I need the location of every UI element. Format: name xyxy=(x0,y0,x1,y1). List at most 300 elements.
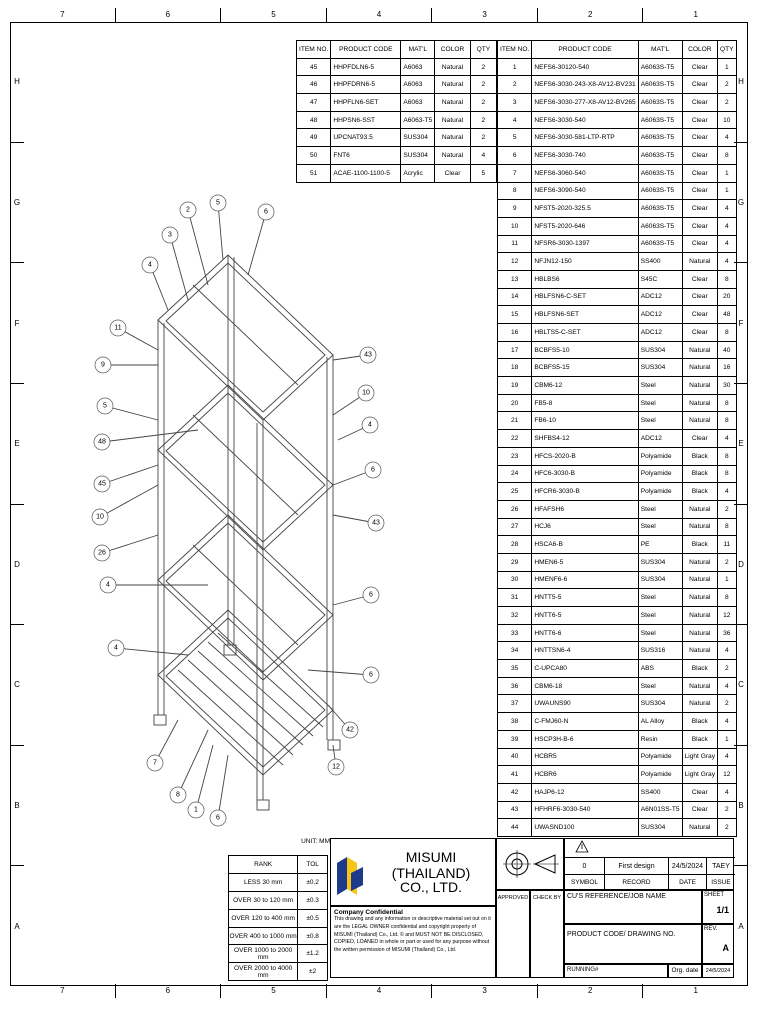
bom-color: Clear xyxy=(682,76,717,94)
bom-material: A6063S-T5 xyxy=(638,182,682,200)
callout-balloon xyxy=(94,434,110,450)
callout-balloon xyxy=(108,640,124,656)
bom-color: Natural xyxy=(682,642,717,660)
bom-row xyxy=(498,76,737,94)
bom-item-no: 20 xyxy=(498,394,532,412)
bom-qty: 4 xyxy=(718,253,737,271)
bom-material: A6063S-T5 xyxy=(638,129,682,147)
zone-columns-bottom xyxy=(10,984,748,998)
bom-row xyxy=(498,324,737,342)
zone-column-label: 7 xyxy=(60,10,65,19)
bom-row xyxy=(498,465,737,483)
bom-qty: 30 xyxy=(718,377,737,395)
warning-triangle-icon xyxy=(575,840,589,853)
bom-material: AL Alloy xyxy=(638,713,682,731)
bom-row xyxy=(498,94,737,112)
bom-qty: 8 xyxy=(718,447,737,465)
bom-material: SUS316 xyxy=(638,642,682,660)
callout-balloon xyxy=(162,227,178,243)
bom-color: Light Gray xyxy=(682,766,717,784)
bom-row xyxy=(498,182,737,200)
bom-item-no: 34 xyxy=(498,642,532,660)
bom-row xyxy=(498,642,737,660)
org-date-value-box xyxy=(702,964,734,978)
revision-issue: TAEY xyxy=(712,863,730,870)
bom-product-code: NEFS6-3060-540 xyxy=(532,164,638,182)
bom-material: A6063S-T5 xyxy=(638,235,682,253)
tolerance-row xyxy=(229,927,328,945)
tolerance-value: ±0.3 xyxy=(298,891,328,909)
bom-material: SUS304 xyxy=(638,571,682,589)
bom-material: A6063 xyxy=(401,94,435,112)
bom-item-no: 5 xyxy=(498,129,532,147)
bom-color: Natural xyxy=(435,111,470,129)
bom-qty: 4 xyxy=(718,677,737,695)
confidential-title: Company Confidential xyxy=(334,909,403,916)
bom-qty: 4 xyxy=(718,748,737,766)
bom-qty: 2 xyxy=(470,111,496,129)
bom-material: SUS304 xyxy=(638,695,682,713)
callout-balloon xyxy=(363,667,379,683)
callout-balloon xyxy=(362,417,378,433)
bom-item-no: 35 xyxy=(498,660,532,678)
bom-row xyxy=(498,695,737,713)
bom-product-code: NEFS6-3030-277-X8-AV12-BV265 xyxy=(532,94,638,112)
zone-row-label: C xyxy=(10,624,24,745)
bom-product-code: HBLFSN6-C-SET xyxy=(532,288,638,306)
sheet-box xyxy=(702,890,734,924)
bom-color: Natural xyxy=(682,359,717,377)
callout-balloon xyxy=(342,722,358,738)
bom-row xyxy=(498,713,737,731)
bom-color: Black xyxy=(682,447,717,465)
tolerance-rank: OVER 400 to 1000 mm xyxy=(229,927,298,945)
bom-row xyxy=(297,164,497,182)
bom-item-no: 45 xyxy=(297,58,331,76)
bom-product-code: BCBFS5-15 xyxy=(532,359,638,377)
bom-color: Natural xyxy=(682,553,717,571)
bom-item-no: 48 xyxy=(297,111,331,129)
bom-item-no: 15 xyxy=(498,306,532,324)
bom-product-code: FB5-8 xyxy=(532,394,638,412)
org-date-label: Org. date xyxy=(671,967,699,974)
bom-product-code: HNTTSN6-4 xyxy=(532,642,638,660)
approved-box xyxy=(496,890,530,978)
bom-product-code: HNTT5-5 xyxy=(532,589,638,607)
bom-row xyxy=(498,819,737,837)
bom-color: Clear xyxy=(682,235,717,253)
tolerance-rank: LESS 30 mm xyxy=(229,873,298,891)
bom-qty: 1 xyxy=(718,182,737,200)
approved-label: APPROVED xyxy=(497,895,529,901)
bom-material: Steel xyxy=(638,589,682,607)
bom-qty: 8 xyxy=(718,394,737,412)
bom-material: SUS304 xyxy=(401,147,435,165)
bom-color: Natural xyxy=(682,589,717,607)
callout-number: 4 xyxy=(114,644,118,652)
bom-row xyxy=(297,76,497,94)
isometric-frame-drawing xyxy=(88,185,388,835)
misumi-logo-icon xyxy=(335,849,365,897)
bom-color: Natural xyxy=(682,677,717,695)
bom-item-no: 30 xyxy=(498,571,532,589)
bom-row xyxy=(498,377,737,395)
bom-item-no: 44 xyxy=(498,819,532,837)
bom-item-no: 6 xyxy=(498,147,532,165)
org-date-label-box xyxy=(668,964,702,978)
bom-material: A6063S-T5 xyxy=(638,217,682,235)
callout-balloon xyxy=(170,787,186,803)
bom-item-no: 19 xyxy=(498,377,532,395)
issue-header: ISSUE xyxy=(711,879,731,886)
bom-qty: 8 xyxy=(718,518,737,536)
bom-item-no: 12 xyxy=(498,253,532,271)
bom-material: SUS304 xyxy=(401,129,435,147)
confidential-text: This drawing and any information or descriptive material set out on it are the LEGAL OWNER confidential and copyright property of MISUMI (Thailand) Co., Ltd. © and MUST NOT BE DISCLOSED, COPIED, LOANED in whole or part or used for any purpose without the written permission of MISUMI (Thailand) Co., Ltd. xyxy=(334,916,491,954)
col-product-code: PRODUCT CODE xyxy=(331,41,401,59)
callout-number: 6 xyxy=(264,208,268,216)
bom-row xyxy=(498,394,737,412)
bom-material: SUS304 xyxy=(638,341,682,359)
bom-item-no: 28 xyxy=(498,536,532,554)
callout-number: 26 xyxy=(98,549,106,557)
bom-row xyxy=(498,500,737,518)
callout-balloon xyxy=(365,462,381,478)
bom-color: Natural xyxy=(682,377,717,395)
bom-product-code: C-UPCA80 xyxy=(532,660,638,678)
bom-qty: 1 xyxy=(718,730,737,748)
bom-row xyxy=(498,129,737,147)
bom-color: Black xyxy=(682,730,717,748)
bom-row xyxy=(498,536,737,554)
callout-number: 42 xyxy=(346,726,354,734)
callout-balloon xyxy=(94,545,110,561)
bom-product-code: SHFBS4-12 xyxy=(532,430,638,448)
zone-column-label: 6 xyxy=(115,984,221,998)
bom-color: Natural xyxy=(435,129,470,147)
zone-column-label: 1 xyxy=(642,984,748,998)
bom-color: Natural xyxy=(682,624,717,642)
bom-item-no: 13 xyxy=(498,270,532,288)
bom-material: Polyamide xyxy=(638,447,682,465)
callout-number: 5 xyxy=(103,402,107,410)
tolerance-value: ±0.8 xyxy=(298,927,328,945)
bom-product-code: HMEN6-5 xyxy=(532,553,638,571)
zone-column-label: 4 xyxy=(326,984,432,998)
bom-color: Natural xyxy=(682,253,717,271)
bom-qty: 2 xyxy=(718,94,737,112)
bom-qty: 5 xyxy=(470,164,496,182)
bom-qty: 8 xyxy=(718,147,737,165)
bom-item-no: 50 xyxy=(297,147,331,165)
bom-color: Clear xyxy=(682,783,717,801)
callout-balloon xyxy=(110,320,126,336)
rank-header: RANK xyxy=(229,856,298,874)
zone-column-label: 1 xyxy=(642,8,748,22)
bom-color: Clear xyxy=(682,164,717,182)
running-label: RUNNING# xyxy=(567,967,599,973)
tolerance-table xyxy=(228,855,328,981)
callout-number: 4 xyxy=(368,421,372,429)
bom-qty: 10 xyxy=(718,111,737,129)
bom-qty: 4 xyxy=(718,783,737,801)
bom-color: Clear xyxy=(682,801,717,819)
bom-product-code: HAJP6-12 xyxy=(532,783,638,801)
bom-row xyxy=(498,748,737,766)
callout-number: 5 xyxy=(216,199,220,207)
bom-material: ADC12 xyxy=(638,324,682,342)
callout-number: 10 xyxy=(362,389,370,397)
bom-qty: 12 xyxy=(718,766,737,784)
bom-material: Steel xyxy=(638,607,682,625)
callout-balloon xyxy=(188,802,204,818)
bom-item-no: 49 xyxy=(297,129,331,147)
bom-item-no: 36 xyxy=(498,677,532,695)
bom-product-code: HHPFLN6-SET xyxy=(331,94,401,112)
bom-qty: 4 xyxy=(718,483,737,501)
bom-product-code: FNT6 xyxy=(331,147,401,165)
bom-color: Natural xyxy=(682,412,717,430)
bom-material: Steel xyxy=(638,377,682,395)
bom-color: Natural xyxy=(435,76,470,94)
bom-row xyxy=(297,94,497,112)
bom-row xyxy=(498,341,737,359)
bom-item-no: 42 xyxy=(498,783,532,801)
bom-color: Natural xyxy=(682,571,717,589)
revision-date: 24/5/2024 xyxy=(669,858,707,874)
bom-qty: 2 xyxy=(718,819,737,837)
bom-material: SUS304 xyxy=(638,359,682,377)
bom-item-no: 23 xyxy=(498,447,532,465)
bom-qty: 2 xyxy=(718,553,737,571)
callout-balloon xyxy=(100,577,116,593)
bom-product-code: HBLFSN6-SET xyxy=(532,306,638,324)
bom-product-code: NFSR6-3030-1397 xyxy=(532,235,638,253)
bom-product-code: CBM6-18 xyxy=(532,677,638,695)
bom-qty: 2 xyxy=(718,660,737,678)
bom-material: Polyamide xyxy=(638,483,682,501)
zone-row-label: H xyxy=(738,77,744,87)
bom-color: Clear xyxy=(682,324,717,342)
bom-qty: 4 xyxy=(718,713,737,731)
tolerance-value: ±0.2 xyxy=(298,873,328,891)
bom-material: SS400 xyxy=(638,253,682,271)
bom-qty: 16 xyxy=(718,359,737,377)
bom-item-no: 41 xyxy=(498,766,532,784)
callout-number: 12 xyxy=(332,763,340,771)
bom-item-no: 31 xyxy=(498,589,532,607)
col-item-no: ITEM NO. xyxy=(498,41,532,59)
callout-number: 1 xyxy=(194,806,198,814)
callout-number: 6 xyxy=(369,671,373,679)
rev-box xyxy=(702,924,734,964)
callout-number: 6 xyxy=(369,591,373,599)
zone-row-label: D xyxy=(10,504,24,625)
bom-color: Black xyxy=(682,713,717,731)
bom-color: Black xyxy=(682,483,717,501)
zone-row-label: C xyxy=(734,624,748,745)
bom-product-code: NFST5-2020-646 xyxy=(532,217,638,235)
bom-qty: 20 xyxy=(718,288,737,306)
bom-product-code: HSCP3H-B-6 xyxy=(532,730,638,748)
bom-color: Clear xyxy=(682,147,717,165)
bom-product-code: UWASND100 xyxy=(532,819,638,837)
tolerance-row xyxy=(229,945,328,963)
callout-balloon xyxy=(363,587,379,603)
bom-product-code: HHPFDLN6-5 xyxy=(331,58,401,76)
bom-product-code: HHPSN6-SST xyxy=(331,111,401,129)
bom-qty: 8 xyxy=(718,270,737,288)
bom-product-code: UPCNAT93.5 xyxy=(331,129,401,147)
symbol-header: SYMBOL xyxy=(565,875,605,890)
bom-qty: 4 xyxy=(718,642,737,660)
company-block xyxy=(330,838,496,906)
zone-column-label: 4 xyxy=(326,8,432,22)
bom-material: SS400 xyxy=(638,783,682,801)
col-color: COLOR xyxy=(682,41,717,59)
bom-color: Light Gray xyxy=(682,748,717,766)
bom-color: Clear xyxy=(435,164,470,182)
bom-product-code: ACAE-1100-1100-5 xyxy=(331,164,401,182)
bom-row xyxy=(297,129,497,147)
bom-color: Clear xyxy=(682,430,717,448)
callout-balloon xyxy=(92,509,108,525)
bom-color: Natural xyxy=(682,607,717,625)
bom-qty: 4 xyxy=(718,129,737,147)
bom-item-no: 32 xyxy=(498,607,532,625)
bom-row xyxy=(498,235,737,253)
callout-balloon xyxy=(328,759,344,775)
bom-color: Clear xyxy=(682,94,717,112)
bom-row xyxy=(498,412,737,430)
date-header: DATE xyxy=(669,875,707,890)
callout-number: 11 xyxy=(114,324,122,332)
bom-product-code: HSCA6-B xyxy=(532,536,638,554)
callout-number: 7 xyxy=(153,759,157,767)
tolerance-row xyxy=(229,891,328,909)
bom-item-no: 4 xyxy=(498,111,532,129)
bom-qty: 2 xyxy=(718,801,737,819)
tolerance-rank: OVER 120 to 400 mm xyxy=(229,909,298,927)
zone-row-label: B xyxy=(10,745,24,866)
check-by-label: CHECK BY xyxy=(532,895,562,901)
bom-color: Black xyxy=(682,660,717,678)
bom-qty: 8 xyxy=(718,324,737,342)
bom-row xyxy=(498,200,737,218)
bom-qty: 4 xyxy=(470,147,496,165)
revision-block xyxy=(564,838,734,890)
bom-row xyxy=(498,58,737,76)
bom-qty: 1 xyxy=(718,571,737,589)
bom-product-code: HNTT6-6 xyxy=(532,624,638,642)
revision-header-row xyxy=(565,874,735,890)
bom-qty: 4 xyxy=(718,430,737,448)
bom-product-code: FB6-10 xyxy=(532,412,638,430)
bom-qty: 2 xyxy=(470,94,496,112)
bom-row xyxy=(498,677,737,695)
bom-material: A6063S-T5 xyxy=(638,164,682,182)
callout-balloons xyxy=(92,195,384,826)
revision-row xyxy=(565,857,735,874)
tolerance-value: ±2 xyxy=(298,963,328,981)
tol-header: TOL xyxy=(298,856,328,874)
bom-material: ADC12 xyxy=(638,288,682,306)
bom-row xyxy=(297,111,497,129)
bom-material: Polyamide xyxy=(638,766,682,784)
rev-value: A xyxy=(722,943,729,953)
bom-material: Acrylic xyxy=(401,164,435,182)
bom-item-no: 8 xyxy=(498,182,532,200)
bom-item-no: 38 xyxy=(498,713,532,731)
tolerance-row xyxy=(229,909,328,927)
callout-balloon xyxy=(97,398,113,414)
bom-qty: 2 xyxy=(718,500,737,518)
tolerance-rank: OVER 2000 to 4000 mm xyxy=(229,963,298,981)
bom-row xyxy=(498,783,737,801)
bom-item-no: 39 xyxy=(498,730,532,748)
product-code-box xyxy=(564,924,702,964)
bom-row xyxy=(498,624,737,642)
bom-qty: 2 xyxy=(470,76,496,94)
bom-color: Natural xyxy=(682,394,717,412)
bom-row xyxy=(498,147,737,165)
bom-row xyxy=(498,270,737,288)
zone-row-label: F xyxy=(734,262,748,383)
bom-material: SUS304 xyxy=(638,819,682,837)
bom-item-no: 21 xyxy=(498,412,532,430)
zone-column-label: 2 xyxy=(537,8,643,22)
bom-product-code: CBM6-12 xyxy=(532,377,638,395)
bom-row xyxy=(498,430,737,448)
tolerance-row xyxy=(229,963,328,981)
bom-item-no: 10 xyxy=(498,217,532,235)
bom-color: Natural xyxy=(682,518,717,536)
tolerance-rank: OVER 1000 to 2000 mm xyxy=(229,945,298,963)
bom-item-no: 18 xyxy=(498,359,532,377)
bom-qty: 8 xyxy=(718,412,737,430)
bom-table-right xyxy=(497,40,737,837)
bom-row xyxy=(498,253,737,271)
callout-number: 10 xyxy=(96,513,104,521)
tolerance-row xyxy=(229,873,328,891)
bom-material: ADC12 xyxy=(638,430,682,448)
callout-number: 8 xyxy=(176,791,180,799)
bom-material: ADC12 xyxy=(638,306,682,324)
callout-balloon xyxy=(358,385,374,401)
bom-material: Steel xyxy=(638,500,682,518)
revision-symbol: 0 xyxy=(565,858,605,874)
zone-column-label: 5 xyxy=(220,8,326,22)
bom-product-code: NEFS6-3030-581-LTP-RTP xyxy=(532,129,638,147)
bom-color: Natural xyxy=(435,58,470,76)
running-box xyxy=(564,964,668,978)
tolerance-value: ±1.2 xyxy=(298,945,328,963)
bom-item-no: 47 xyxy=(297,94,331,112)
bom-row xyxy=(498,111,737,129)
third-angle-projection-icon xyxy=(497,839,563,889)
bom-color: Clear xyxy=(682,306,717,324)
zone-rows-left xyxy=(10,22,24,986)
bom-row xyxy=(498,288,737,306)
bom-color: Clear xyxy=(682,111,717,129)
bom-material: Steel xyxy=(638,677,682,695)
bom-material: Steel xyxy=(638,624,682,642)
revision-record: First design xyxy=(605,858,669,874)
bom-color: Black xyxy=(682,465,717,483)
bom-color: Clear xyxy=(682,217,717,235)
projection-symbol-box xyxy=(496,838,564,890)
zone-row-label: D xyxy=(734,504,748,625)
